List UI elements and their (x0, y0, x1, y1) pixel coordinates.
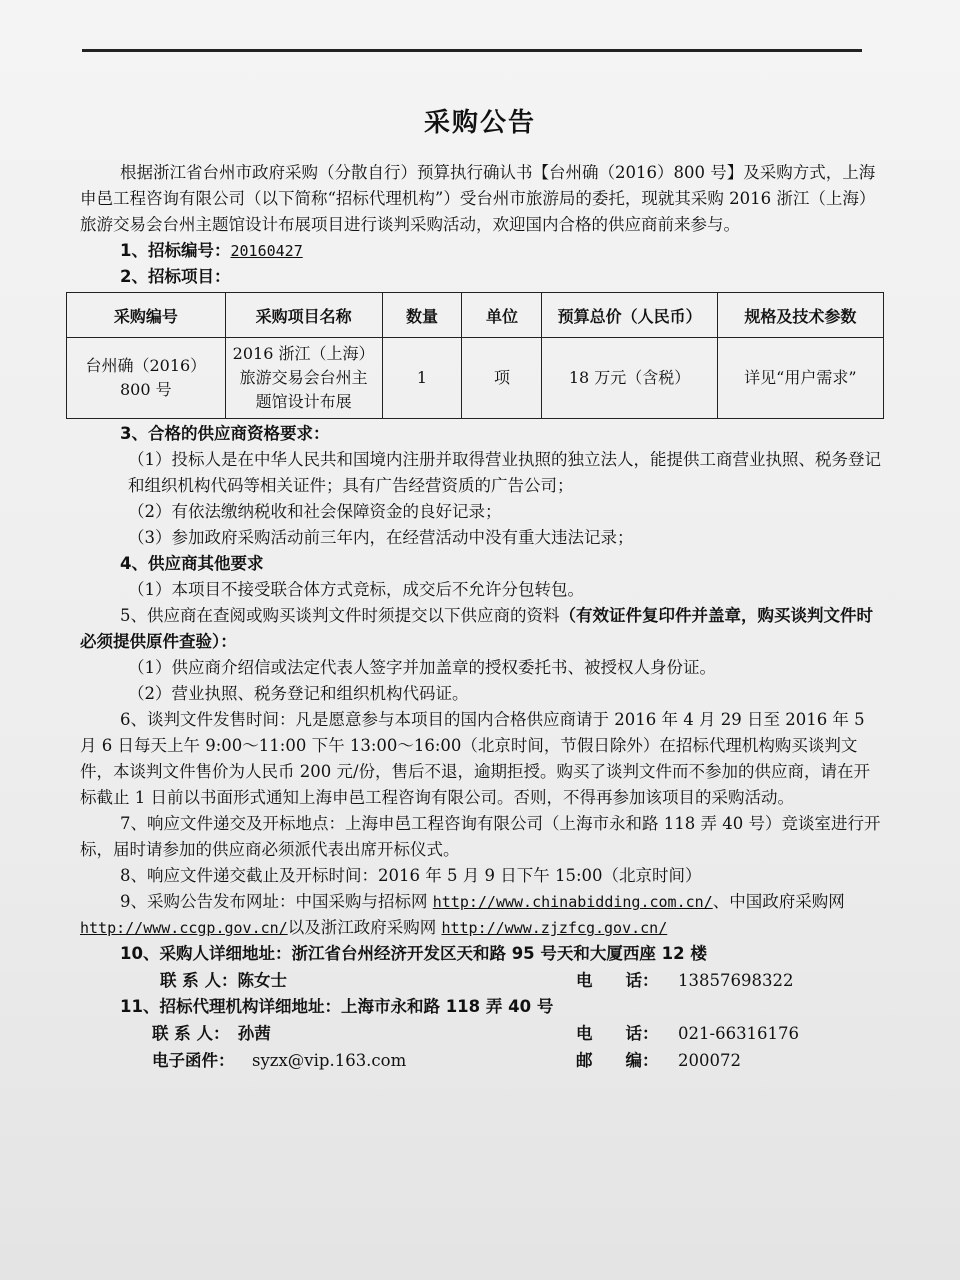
table-header: 规格及技术参数 (717, 293, 883, 338)
section-4-item: （1）本项目不接受联合体方式竞标，成交后不允许分包转包。 (128, 580, 584, 599)
section-3-label: 3、合格的供应商资格要求： (120, 424, 330, 443)
notice-body (80, 160, 884, 1074)
section-1 (80, 238, 884, 264)
procurement-table (66, 292, 884, 419)
section-7: 7、响应文件递交及开标地点：上海申邑工程咨询有限公司（上海市永和路 118 弄 40 号）竞谈室进行开标，届时请参加的供应商必须派代表出席开标仪式。 (80, 814, 881, 859)
purchaser-phone-label: 电 话： (576, 971, 659, 990)
agency-email-row (80, 1047, 884, 1074)
section-11: 11、招标代理机构详细地址：上海市永和路 118 弄 40 号 (120, 997, 554, 1016)
agency-phone-label: 电 话： (576, 1024, 659, 1043)
agency-email[interactable]: syzx@vip.163.com (252, 1051, 407, 1070)
table-header: 预算总价（人民币） (542, 293, 717, 338)
section-5-text: 5、供应商在查阅或购买谈判文件时须提交以下供应商的资料 (120, 606, 560, 625)
section-5-bold: （有效证件复印件并盖章，购买谈判文件时必须提供原件查验）： (80, 606, 873, 651)
section-5 (80, 603, 884, 655)
agency-email-label: 电子函件： (152, 1051, 235, 1070)
tender-number: 20160427 (230, 242, 303, 260)
section-2 (80, 264, 884, 290)
chinabidding-link[interactable]: http://www.chinabidding.com.cn/ (432, 893, 713, 911)
section-9-b: 、中国政府采购网 (712, 892, 845, 911)
section-3-item: （1）投标人是在中华人民共和国境内注册并取得营业执照的独立法人，能提供工商营业执照、税务登记和组织机构代码等相关证件；具有广告经营资质的广告公司； (128, 450, 881, 495)
agency-contact-label: 联 系 人： 孙茜 (152, 1024, 271, 1043)
table-cell: 项 (462, 338, 542, 419)
table-row (67, 338, 884, 419)
intro-paragraph: 根据浙江省台州市政府采购（分散自行）预算执行确认书【台州确（2016）800 号】及采购方式，上海申邑工程咨询有限公司（以下简称“招标代理机构”）受台州市旅游局的委托，现就其采购 2016 浙江（上海）旅游交易会台州主题馆设计布展项目进行谈判采购活动，欢迎国内合格的供应商前来参与。 (80, 163, 876, 234)
purchaser-contact (80, 967, 884, 994)
section-5-item: （2）营业执照、税务登记和组织机构代码证。 (128, 684, 469, 703)
section-9-c: 以及浙江政府采购网 (287, 918, 442, 937)
section-9-a: 9、采购公告发布网址：中国采购与招标网 (120, 892, 433, 911)
section-3 (80, 421, 884, 447)
table-header: 采购编号 (67, 293, 226, 338)
section-4 (80, 551, 884, 577)
table-header: 单位 (462, 293, 542, 338)
purchaser-phone: 13857698322 (678, 971, 794, 990)
section-3-item: （3）参加政府采购活动前三年内，在经营活动中没有重大违法记录； (128, 528, 634, 547)
agency-post: 200072 (678, 1051, 741, 1070)
table-cell: 18 万元（含税） (542, 338, 717, 419)
section-6: 6、谈判文件发售时间：凡是愿意参与本项目的国内合格供应商请于 2016 年 4 月 29 日至 2016 年 5 月 6 日每天上午 9:00～11:00 下午 13:00～16:00（北京时间，节假日除外）在招标代理机构购买谈判文件，本谈判文件售价为人民币 200 元/份，售后不退，逾期拒授。购买了谈判文件而不参加的供应商，请在开标截止 1 日前以书面形式通知上海申邑工程咨询有限公司。否则，不得再参加该项目的采购活动。 (80, 710, 871, 807)
table-cell: 2016 浙江（上海）旅游交易会台州主题馆设计布展 (225, 338, 382, 419)
agency-contact (80, 1020, 884, 1047)
section-5-item: （1）供应商介绍信或法定代表人签字并加盖章的授权委托书、被授权人身份证。 (128, 658, 716, 677)
table-header: 数量 (382, 293, 462, 338)
section-1-label: 1、招标编号： (120, 241, 231, 260)
page-title: 采购公告 (423, 108, 536, 138)
agency-phone: 021-66316176 (678, 1024, 800, 1043)
table-cell: 详见“用户需求” (717, 338, 883, 419)
zjzfcg-link[interactable]: http://www.zjzfcg.gov.cn/ (441, 919, 668, 937)
agency-post-label: 邮 编： (576, 1051, 659, 1070)
table-header-row (67, 293, 884, 338)
section-8: 8、响应文件递交截止及开标时间：2016 年 5 月 9 日下午 15:00（北京时间） (120, 866, 702, 885)
top-rule (82, 49, 862, 52)
section-10: 10、采购人详细地址：浙江省台州经济开发区天和路 95 号天和大厦西座 12 楼 (120, 944, 707, 963)
purchaser-contact-label: 联 系 人：陈女士 (160, 971, 287, 990)
table-header: 采购项目名称 (225, 293, 382, 338)
section-3-item: （2）有依法缴纳税收和社会保障资金的良好记录； (128, 502, 502, 521)
ccgp-link[interactable]: http://www.ccgp.gov.cn/ (80, 919, 288, 937)
table-cell: 台州确（2016）800 号 (67, 338, 226, 419)
section-2-label: 2、招标项目： (120, 267, 231, 286)
section-9 (80, 889, 884, 941)
table-cell: 1 (382, 338, 462, 419)
section-4-label: 4、供应商其他要求 (120, 554, 264, 573)
